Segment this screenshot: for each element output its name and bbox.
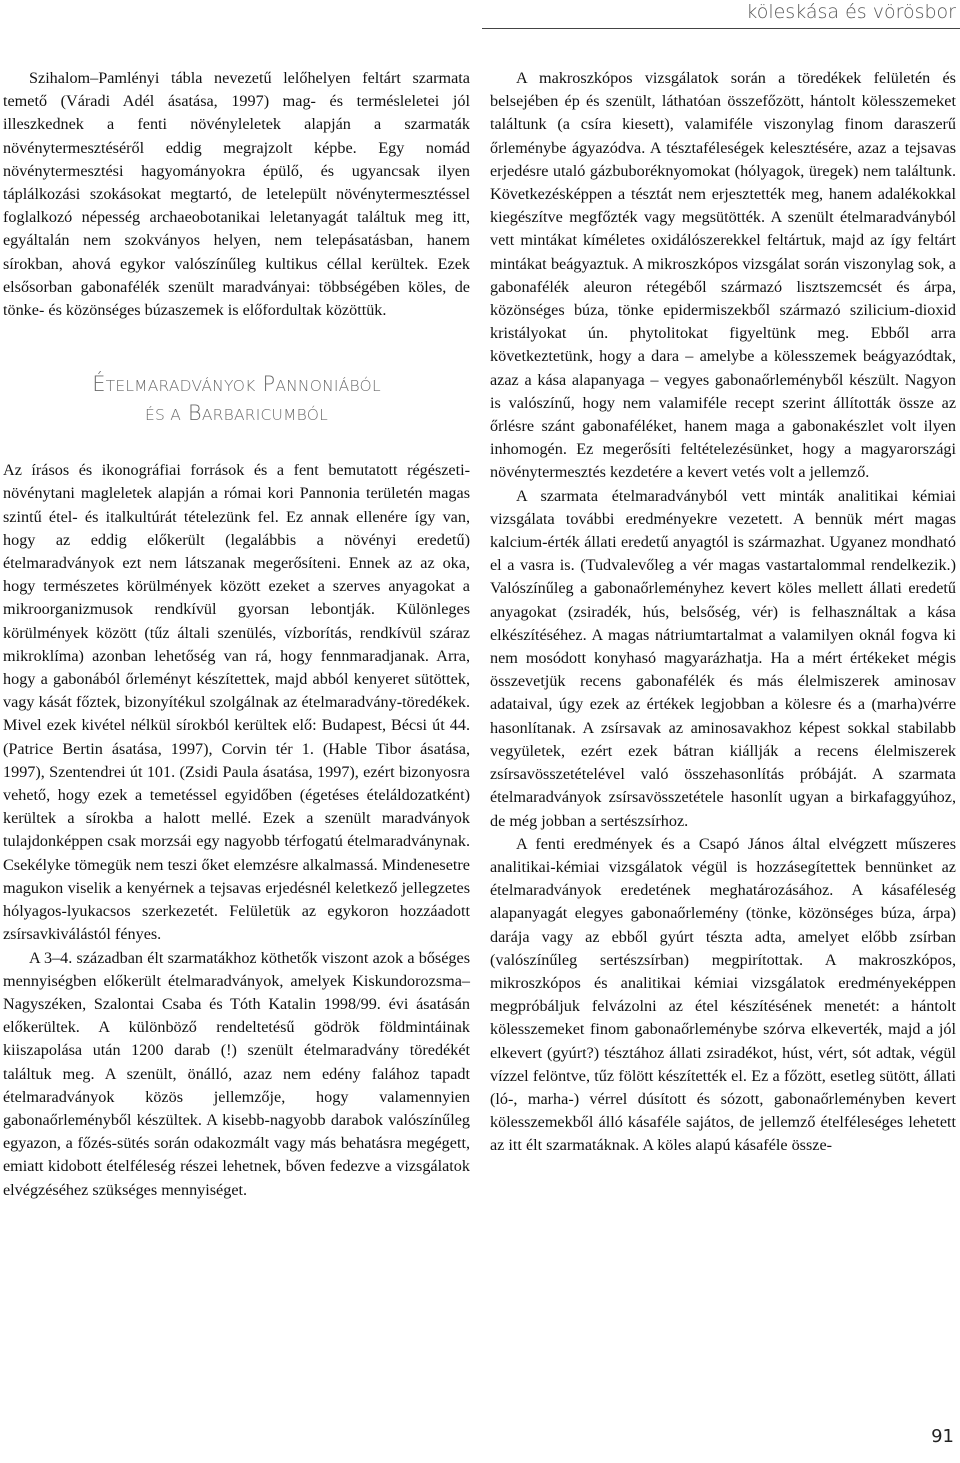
section-heading xyxy=(3,371,470,429)
heading-word-barbaricumbol: ARBARICUMBÓL xyxy=(201,406,328,425)
running-header-title: köleskása és vörösbor xyxy=(746,1,956,23)
right-paragraph-3: A fenti eredmények és a Csapó János által elvégzett műszeres analitikai-kémiai vizsgálatok végül is hozzásegítettek bennünket az ételmaradványok eredetének meghatározásához. A kásaféleség alapanyagát elegyes gabonaőrlemény (tönke, közönséges búza, árpa) darája vagy az ebből gyúrt tészta adta, amelyet előbb zsírban (valószínűleg sertészsírban) megpirítottak. A makroszkópos, mikroszkópos és analitikai kémiai vizsgálatok eredményeképpen megpróbáljuk felvázolni az étel készítésének menetét: a hántolt kölesszemeket finom gabonaőrleménybe szórva elkeverték, majd a jól elkevert (gyúrt?) tésztához állati zsiradékot, húst, vért, sót adtak, végül vízzel felöntve, tűz fölött készítették el. Ez a főzött, esetleg sütött, állati (ló-, marha-) vérrel dúsított és sózott, gabonaőrleményben kevert kölesszemekből álló kásaféle sajátos, de jellemző ételféleséges lehetett az itt élt szarmatáknak. A köles alapú kásaféle össze- xyxy=(490,834,956,1155)
left-paragraph-1: Szihalom–Pamlényi tábla nevezetű lelőhelyen feltárt szarmata temető (Váradi Adél ásatása, 1997) mag- és termésleletei jól illeszkednek a fenti növényleletek alapján a szarmaták növénytermesztéséről eddig megrajzolt képbe. Egy nomád növénytermesztési hagyományokra épülő, és ugyancsak ilyen táplálkozási szokásokat megtartó, de letelepült növénytermesztéssel foglalkozó népesség archaeobotanikai leletanyagát találtuk meg itt, egyáltalán nem szokványos helyen, nem telepásatásban, hanem sírokban, ahová egykor valószínűleg kultikus céllal kerültek. Ezek elsősorban gabonafélék szenült maradványai: többségében köles, de tönke- és közönséges búzaszemek is előfordultak közöttük. xyxy=(3,69,470,320)
heading-word-es-a: ÉS A xyxy=(145,406,181,425)
left-column xyxy=(3,67,470,1202)
section-heading-line-1 xyxy=(3,371,470,400)
running-header xyxy=(482,0,960,29)
right-paragraph-1: A makroszkópos vizsgálatok során a töredékek felületén és belsejében ép és szenült, láthatóan összefőzött, hántolt kölesszemeket találtunk (a csíra kiesett), valamiféle viszonylag finom daraszerű őrleménybe ágyazódva. A tésztaféleségek kelesztésére, azaz a tejsavas erjedésre utaló gázbuboréknyomokat (hólyagok, üregek) nem találtunk. Következésképpen a tésztát nem erjesztették meg, hanem adalékokkal kiegészítve megfőzték vagy megsütötték. A szenült ételmaradványból vett mintákat kíméletes oxidálószerekkel feltártuk, majd az így feltárt mintákat beágyaztuk. A mikroszkópos vizsgálat során viszonylag sok, a gabonafélék aleuron rétegéből származó lisztszemcsét és árpa, közönséges búza, tönke epidermiszekből származó szilicium-dioxid kristályokat ún. phytolitokat figyeltünk meg. Ebből arra következtetünk, hogy a dara – amelybe a kölesszemek beágyazódtak, azaz a kása alapanyaga – vegyes gabonaőrleményből készült. Nagyon is valószínű, hogy nem valamiféle recept szerint állították össze az őrlésre szánt gabonaféléket, hanem maga a gabonakészlet volt ilyen inhomogén. Ez megerősíti feltételezésünket, hogy a magyarországi növénytermesztés kezdetére a kevert vetés volt a jellemző. xyxy=(490,69,956,482)
left-paragraph-3: A 3–4. században élt szarmatákhoz köthetők viszont azok a bőséges mennyiségben előkerült ételmaradványok, amelyek Kiskundorozsma–Nagyszéken, Szalontai Csaba és Tóth Katalin 1998/99. évi ásatásán előkerültek. A különböző rendeltetésű gödrök földmintáinak kiiszapolása után 1200 darab (!) szenült ételmaradvány töredékét találtuk meg. A szenült, önálló, azaz nem edény falához tapadt ételmaradványok közös jellemzője, hogy valamennyien gabonaőrleményből készültek. A kisebb-nagyobb darabok valószínűleg egyazon, a főzés-sütés során odakozmált vagy más behatásra megégett, emiatt kidobott ételféleség részei lehetnek, bőven fedezve a vizsgálatok elvégzéséhez szükséges mennyiséget. xyxy=(3,948,470,1199)
heading-initial-b: B xyxy=(187,401,202,426)
right-column xyxy=(490,67,956,1158)
heading-word-etelmaradvanyok: TELMARADVÁNYOK xyxy=(105,377,256,396)
right-paragraph-2: A szarmata ételmaradványból vett minták analitikai kémiai vizsgálata további eredményekre vezetett. A bennük mért magas kalcium-érték állati eredetű anyagtól is származhat. Ugyanez mondható el a vasra is. (Tudvalevőleg a vér magas vastartalommal rendelkezik.) Valószínűleg a gabonaőrleményhez kevert köles mellett állati eredetű anyagokat (zsiradék, hús, belsőség, vér) is felhasználtak a kása elkészítéséhez. A magas nátriumtartalmat a valamilyen oknál fogva ki nem mosódott konyhasó magyarázhatja. Ha a mért értékeket mégis összevetjük recens gabonafélék és más élelmiszerek aminosav adataival, úgy ezek az értékek legjobban a kölesre és a (marha)vérre hasonlítanak. A zsírsavak az aminosavakhoz képest sokkal stabilabb vegyületek, ezért ezek bátran kiállják a recens élelmiszerek zsírsavösszetételével való összehasonlítás próbáját. A szarmata ételmaradványok zsírsavösszetétele hasonlít ugyan a birkafaggyúhoz, de még jobban a sertészsírhoz. xyxy=(490,486,956,830)
left-paragraph-2: Az írásos és ikonográfiai források és a fent bemutatott régészeti-növénytani magleletek alapján a római kori Pannonia területén magas szintű étel- és italkultúrát tételezünk fel. Ez annak ellenére így van, hogy az eddig előkerült (legalábbis a növényi eredetű) ételmaradványok ezt nem látszanak megerősíteni. Ennek az az oka, hogy természetes körülmények között ezeket a szerves anyagokat a mikroorganizmusok rendkívül gyorsan lebontják. Különleges körülmények között (tűz általi szenülés, vízborítás, rendkívül száraz mikroklíma) azonban lehetőség van rá, hogy fennmaradjanak. Arra, hogy a gabonából őrleményt készítettek, majd abból kenyeret sütöttek, vagy kását főztek, bizonyítékul szolgálnak az ételmaradvány-töredékek. Mivel ezek kivétel nélkül sírokból kerültek elő: Budapest, Bécsi út 44. (Patrice Bertin ásatása, 1997), Corvin tér 1. (Hable Tibor ásatása, 1997), Szentendrei út 101. (Zsidi Paula ásatása, 1997), ezért bizonyosra vehető, hogy ezek a temetéssel egyidőben (égetéses ételáldozatként) kerültek a sírokba a halott mellé. Ezek a szenült maradványok tulajdonképpen csak morzsái egy nagyobb térfogatú ételmaradványnak. Csekélyke tömegük nem teszi őket elemzésre alkalmassá. Mindenesetre magukon viselik a kenyérnek a tejsavas erjedésnél keletkező jellegzetes hólyagos-lyukacsos szerkezetét. Felületük az egykoron hozzáadott zsírsavkiválástól fényes. xyxy=(3,461,470,944)
section-heading-line-2 xyxy=(3,400,470,429)
heading-initial-e: É xyxy=(92,372,106,397)
page-number: 91 xyxy=(931,1426,954,1447)
heading-initial-p: P xyxy=(262,372,276,397)
heading-word-pannoniabol: ANNONIÁBÓL xyxy=(275,377,381,396)
